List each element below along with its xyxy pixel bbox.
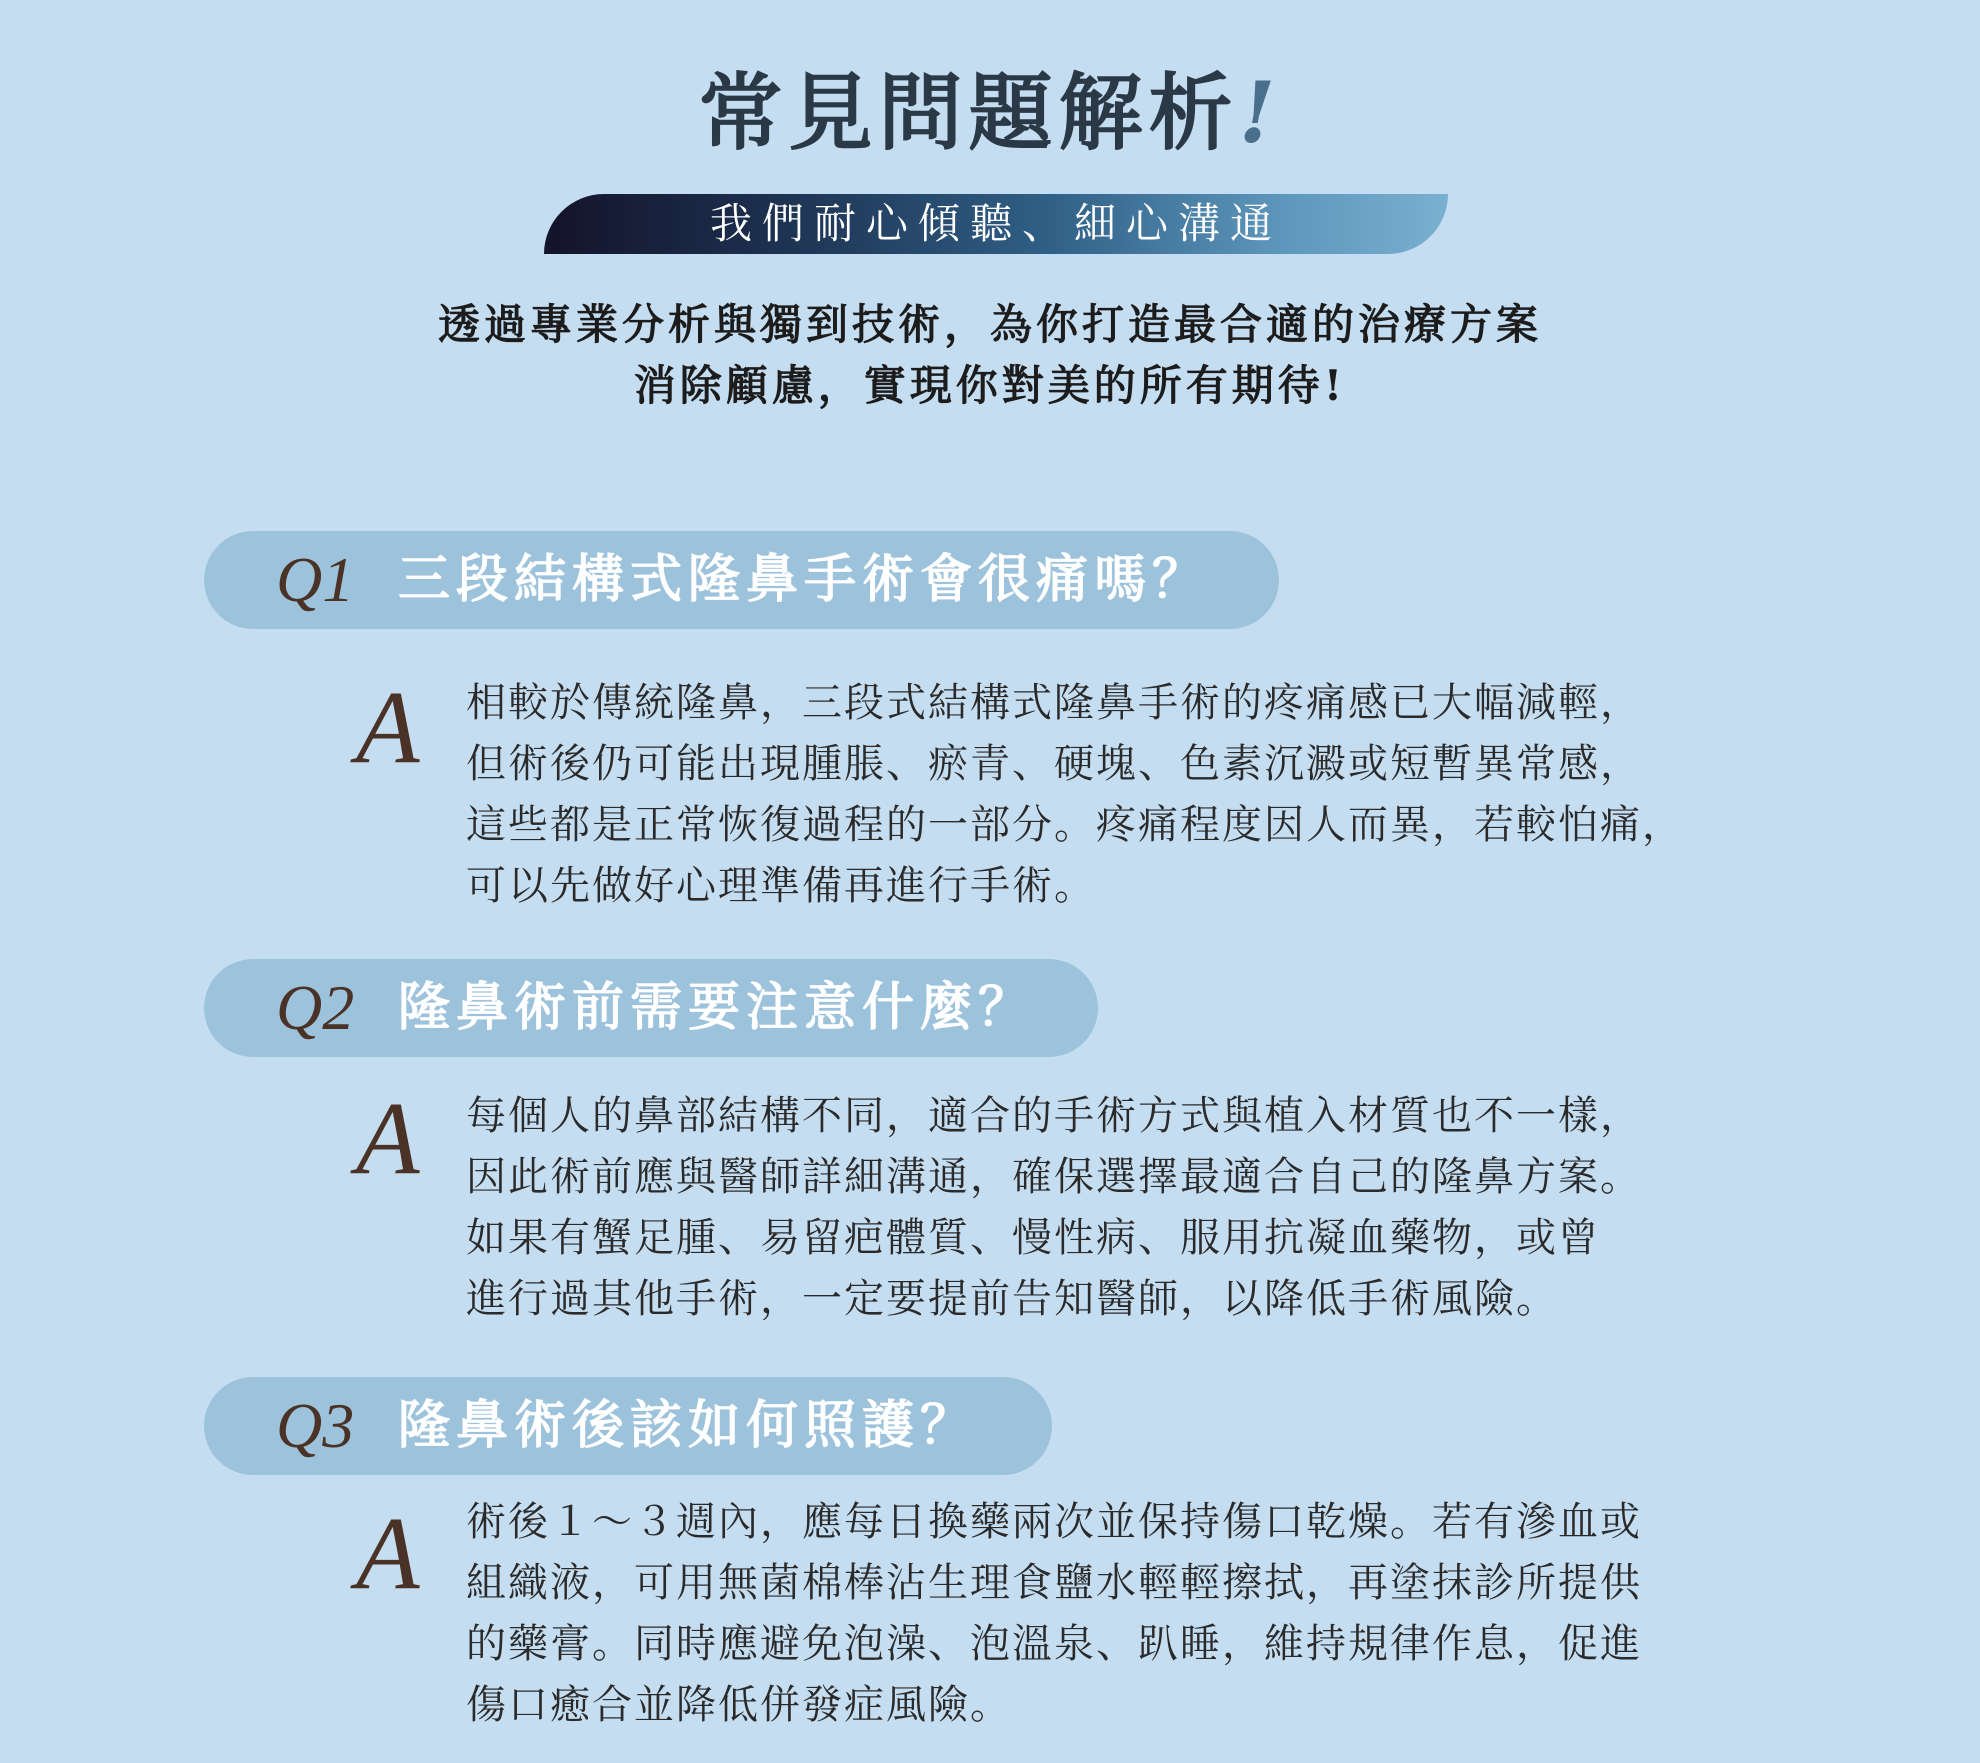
answer-line: 進行過其他手術，一定要提前告知醫師，以降低手術風險。 bbox=[466, 1276, 1558, 1322]
answer-line: 術後１～３週內，應每日換藥兩次並保持傷口乾燥。若有滲血或 bbox=[466, 1499, 1642, 1545]
answer-mark: A bbox=[356, 670, 420, 785]
question-text: 隆鼻術前需要注意什麼？ bbox=[398, 977, 1037, 1038]
intro-line: 透過專業分析與獨到技術，為你打造最合適的治療方案 bbox=[437, 300, 1542, 349]
answer-line: 這些都是正常恢復過程的一部分。疼痛程度因人而異，若較怕痛， bbox=[466, 802, 1684, 848]
faq-answer-1 bbox=[466, 673, 1684, 917]
question-text: 三段結構式隆鼻手術會很痛嗎？ bbox=[398, 549, 1211, 610]
faq-question-3 bbox=[204, 1377, 1052, 1475]
page-title-text: 常見問題解析 bbox=[698, 63, 1239, 162]
answer-line: 相較於傳統隆鼻，三段式結構式隆鼻手術的疼痛感已大幅減輕， bbox=[466, 680, 1642, 726]
answer-line: 每個人的鼻部結構不同，適合的手術方式與植入材質也不一樣， bbox=[466, 1093, 1642, 1139]
answer-mark: A bbox=[356, 1081, 420, 1196]
question-number: Q3 bbox=[276, 1390, 355, 1461]
question-number: Q1 bbox=[276, 544, 355, 615]
intro-text bbox=[0, 294, 1980, 416]
faq-answer-3 bbox=[466, 1492, 1642, 1736]
answer-line: 但術後仍可能出現腫脹、瘀青、硬塊、色素沉澱或短暫異常感， bbox=[466, 741, 1642, 787]
question-text: 隆鼻術後該如何照護？ bbox=[398, 1395, 979, 1456]
intro-line: 消除顧慮，實現你對美的所有期待! bbox=[633, 361, 1347, 410]
page-title bbox=[0, 58, 1980, 168]
answer-line: 因此術前應與醫師詳細溝通，確保選擇最適合自己的隆鼻方案。 bbox=[466, 1154, 1642, 1200]
page-title-exclamation: ! bbox=[1238, 63, 1282, 162]
faq-question-1 bbox=[204, 531, 1279, 629]
answer-line: 可以先做好心理準備再進行手術。 bbox=[466, 863, 1096, 909]
answer-mark: A bbox=[356, 1496, 420, 1611]
faq-question-2 bbox=[204, 959, 1098, 1057]
answer-line: 傷口癒合並降低併發症風險。 bbox=[466, 1682, 1012, 1728]
answer-line: 如果有蟹足腫、易留疤體質、慢性病、服用抗凝血藥物，或曾 bbox=[466, 1215, 1600, 1261]
answer-line: 的藥膏。同時應避免泡澡、泡溫泉、趴睡，維持規律作息，促進 bbox=[466, 1621, 1642, 1667]
question-number: Q2 bbox=[276, 972, 355, 1043]
answer-line: 組織液，可用無菌棉棒沾生理食鹽水輕輕擦拭，再塗抹診所提供 bbox=[466, 1560, 1642, 1606]
faq-answer-2 bbox=[466, 1086, 1642, 1330]
subtitle-banner: 我們耐心傾聽、細心溝通 bbox=[544, 194, 1448, 254]
